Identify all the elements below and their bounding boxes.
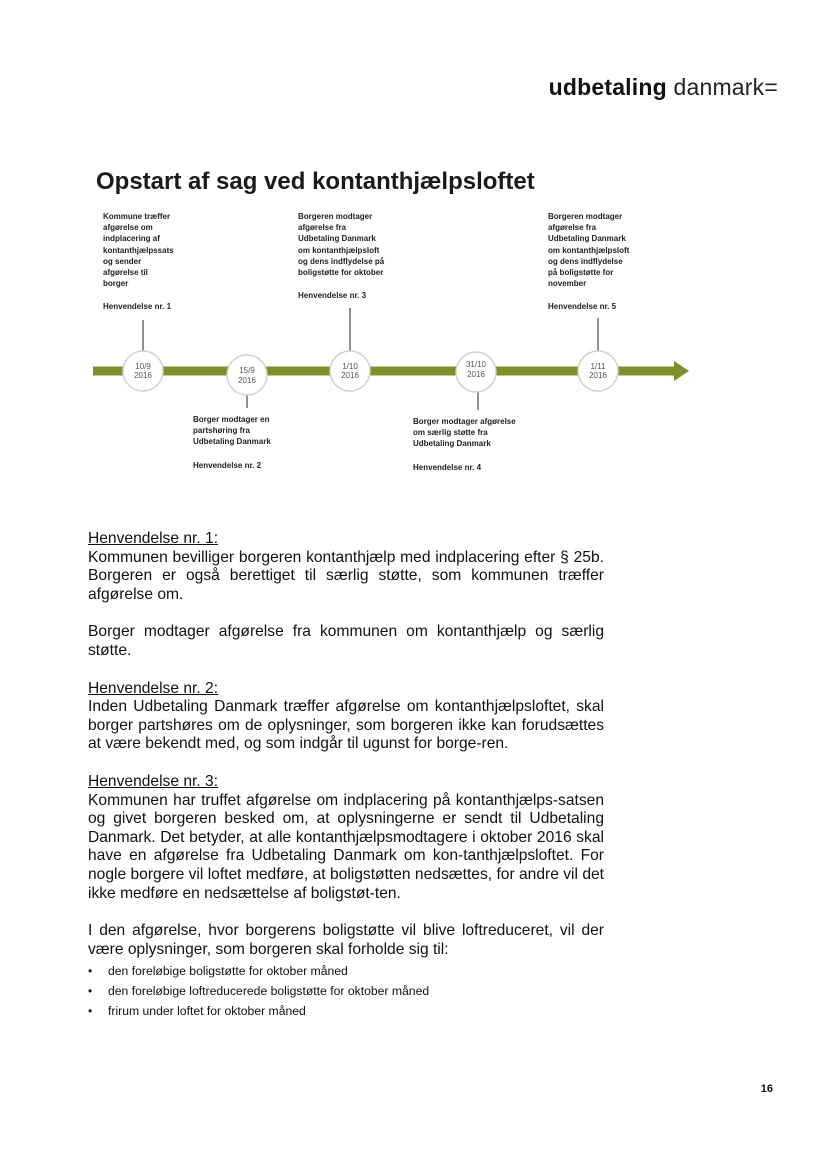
section-heading-2: Henvendelse nr. 2: xyxy=(88,679,219,697)
body-text xyxy=(88,530,604,1021)
logo-bold-text: udbetaling xyxy=(548,74,667,100)
timeline-node xyxy=(578,351,618,391)
timeline-note xyxy=(298,211,438,301)
list-item: • den foreløbige boligstøtte for oktober måned xyxy=(88,961,604,981)
list-item: • frirum under loftet for oktober måned xyxy=(88,1001,604,1021)
note-reference: Henvendelse nr. 3 xyxy=(298,291,367,301)
node-date: 10/9 xyxy=(135,362,151,371)
note-reference: Henvendelse nr. 2 xyxy=(193,460,262,470)
page-title: Opstart af sag ved kontanthjælpsloftet xyxy=(96,168,535,195)
paragraph: Kommunen har truffet afgørelse om indplacering på kontanthjælps-satsen og givet borgeren besked om, at oplysningerne er sendt til Udbetaling Danmark. Det betyder, at alle kontanthjælpsmodtagere i oktober 2016 skal have en afgørelse fra Udbetaling Danmark om kon-tanthjælpsloftet. For nogle borgere vil loftet medføre, at boligstøtten nedsættes, for andre vil det ikke medføre en nedsættelse af boligstøt-ten. xyxy=(88,791,604,902)
node-year: 2016 xyxy=(238,376,256,385)
paragraph: Kommunen bevilliger borgeren kontanthjælp med indplacering efter § 25b. Borgeren er også berettiget til særlig støtte, som kommunen træffer afgørelse om. xyxy=(88,548,604,603)
node-date: 15/9 xyxy=(239,366,255,375)
paragraph: Borger modtager afgørelse fra kommunen om kontanthjælp og særlig støtte. xyxy=(88,623,604,659)
timeline-node xyxy=(123,351,163,391)
node-date: 1/10 xyxy=(342,362,358,371)
timeline-node xyxy=(330,351,370,391)
timeline-node xyxy=(456,352,496,392)
list-item: • den foreløbige loftreducerede boligstøtte for oktober måned xyxy=(88,981,604,1001)
bullet-list xyxy=(88,961,604,1021)
node-year: 2016 xyxy=(467,370,485,379)
timeline-node xyxy=(227,355,267,395)
note-reference: Henvendelse nr. 5 xyxy=(548,302,617,312)
timeline-note xyxy=(548,211,678,313)
note-text: Borgeren modtager afgørelse fra Udbetaling Danmark om kontanthjælpsloft og dens indflydelse på boligstøtte for oktober xyxy=(298,212,385,278)
node-year: 2016 xyxy=(341,371,359,380)
node-date: 31/10 xyxy=(465,360,487,369)
note-text: Kommune træffer afgørelse om indplacering af kontanthjælpssats og sender afgørelse til borger xyxy=(103,212,174,289)
page-number: 16 xyxy=(760,1083,773,1095)
note-reference: Henvendelse nr. 4 xyxy=(413,462,482,472)
paragraph: Inden Udbetaling Danmark træffer afgørelse om kontanthjælpsloftet, skal borger partshøres om de oplysninger, som borgeren ikke kan forudsættes at være bekendt med, og som indgår til ugunst for borge-ren. xyxy=(88,698,604,753)
node-year: 2016 xyxy=(589,371,607,380)
timeline-note xyxy=(193,414,323,471)
note-text: Borgeren modtager afgørelse fra Udbetaling Danmark om kontanthjælpsloft og dens indflydelse på boligstøtte for november xyxy=(548,212,630,289)
section-heading-1: Henvendelse nr. 1: xyxy=(88,530,219,547)
timeline-note xyxy=(413,416,563,473)
timeline-arrowhead xyxy=(674,361,689,381)
logo-light-text: danmark= xyxy=(673,74,778,100)
node-date: 1/11 xyxy=(590,362,606,371)
note-text: Borger modtager en partshøring fra Udbetaling Danmark xyxy=(193,415,271,447)
node-year: 2016 xyxy=(134,371,152,380)
paragraph: I den afgørelse, hvor borgerens boligstøtte vil blive loftreduceret, vil der være oplysninger, som borgeren skal forholde sig til: xyxy=(88,922,604,958)
timeline-note xyxy=(103,211,223,313)
note-reference: Henvendelse nr. 1 xyxy=(103,302,172,312)
note-text: Borger modtager afgørelse om særlig støtte fra Udbetaling Danmark xyxy=(413,417,516,449)
section-heading-3: Henvendelse nr. 3: xyxy=(88,772,219,790)
